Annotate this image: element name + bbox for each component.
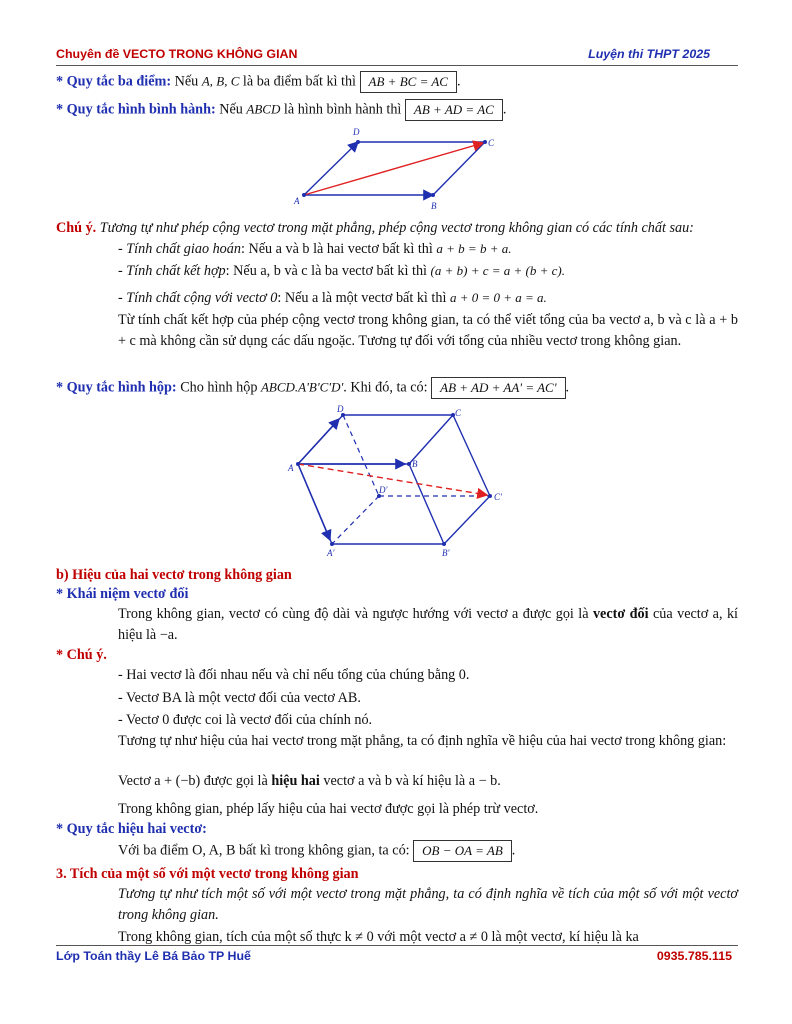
rule-parallelepiped: * Quy tắc hình hộp: Cho hình hộp ABCD.A'B'C'D'. Khi đó, ta có: AB + AD + AA' = AC' . xyxy=(56,377,569,399)
parallelepiped-figure xyxy=(285,402,515,562)
header-subtitle: Luyện thi THPT 2025 xyxy=(588,47,710,61)
rule-label: * Quy tắc hình bình hành: xyxy=(56,101,216,118)
associative-paragraph: Từ tính chất kết hợp của phép cộng vectơ trong không gian, ta có thể viết tổng của ba vectơ a, b và c là a + b + c mà không cần sử dụng các dấu ngoặc. Tương tự đối với tổng của nhiều vectơ trong không gian. xyxy=(118,312,738,349)
formula-box: AB + AD + AA' = AC' xyxy=(431,377,565,399)
footer-rule xyxy=(56,945,738,946)
rule-difference: Với ba điểm O, A, B bất kì trong không gian, ta có: OB − OA = AB . xyxy=(118,840,515,862)
formula-box: OB − OA = AB xyxy=(413,840,512,862)
section-3-title: 3. Tích của một số với một vectơ trong không gian xyxy=(56,866,359,882)
label-a: A xyxy=(294,196,300,206)
label-a: A xyxy=(288,463,294,473)
header-title: Chuyên đề VECTO TRONG KHÔNG GIAN xyxy=(56,47,298,61)
label-c: C xyxy=(455,408,462,418)
label-d: D xyxy=(337,404,344,414)
label-c: C xyxy=(488,138,495,148)
section-3-definition: Trong không gian, tích của một số thực k ≠ 0 với một vectơ a ≠ 0 là một vectơ, kí hiệu là ka xyxy=(118,929,639,945)
note2-line-3: - Vectơ 0 được coi là vectơ đối của chính nó. xyxy=(118,712,373,728)
property-zero: - Tính chất cộng với vectơ 0: Nếu a là một vectơ bất kì thì a + 0 = 0 + a = a. xyxy=(118,290,547,306)
label-d-prime: D' xyxy=(379,485,388,495)
label-c-prime: C' xyxy=(494,492,502,502)
note2-line-2: - Vectơ BA là một vectơ đối của vectơ AB. xyxy=(118,690,361,706)
note2-title: * Chú ý. xyxy=(56,647,107,663)
formula-box: AB + AD = AC xyxy=(405,99,503,121)
label-b: B xyxy=(431,201,437,211)
label-a-prime: A' xyxy=(327,548,335,558)
note2-line-1: - Hai vectơ là đối nhau nếu và chỉ nếu tổng của chúng bằng 0. xyxy=(118,667,470,683)
header-rule xyxy=(56,65,738,66)
property-associative: - Tính chất kết hợp: Nếu a, b và c là ba vectơ bất kì thì (a + b) + c = a + (b + c). xyxy=(118,263,565,279)
formula-box: AB + BC = AC xyxy=(360,71,457,93)
concept-title: * Khái niệm vectơ đối xyxy=(56,586,189,602)
footer-left: Lớp Toán thầy Lê Bá Bảo TP Huế xyxy=(56,949,251,963)
label-b: B xyxy=(412,459,418,469)
subtraction-sentence: Trong không gian, phép lấy hiệu của hai vectơ được gọi là phép trừ vectơ. xyxy=(118,801,539,817)
section-b-title: b) Hiệu của hai vectơ trong không gian xyxy=(56,567,292,583)
label-b-prime: B' xyxy=(442,548,450,558)
difference-paragraph: Tương tự như hiệu của hai vectơ trong mặt phẳng, ta có định nghĩa về hiệu của hai vectơ trong không gian: xyxy=(118,733,727,749)
difference-definition: Vectơ a + (−b) được gọi là hiệu hai vectơ a và b và kí hiệu là a − b. xyxy=(118,773,501,789)
rule-difference-title: * Quy tắc hiệu hai vectơ: xyxy=(56,821,207,837)
rule-parallelogram: * Quy tắc hình bình hành: Nếu ABCD là hình bình hành thì AB + AD = AC . xyxy=(56,99,506,121)
section-3-intro: Tương tự như tích một số với một vectơ trong mặt phẳng, ta có định nghĩa về tích của một số với một vectơ trong không gian. xyxy=(118,886,738,923)
parallelogram-figure xyxy=(280,124,510,214)
concept-paragraph: Trong không gian, vectơ có cùng độ dài và ngược hướng với vectơ a được gọi là vectơ đối của vectơ a, kí hiệu là −a. xyxy=(118,606,738,643)
footer-phone: 0935.785.115 xyxy=(656,949,732,963)
note-intro: Chú ý. Tương tự như phép cộng vectơ trong mặt phẳng, phép cộng vectơ trong không gian có các tính chất sau: xyxy=(56,220,694,236)
rule-three-points: * Quy tắc ba điểm: Nếu A, B, C là ba điểm bất kì thì AB + BC = AC . xyxy=(56,71,461,93)
rule-label: * Quy tắc ba điểm: xyxy=(56,73,172,90)
property-commutative: - Tính chất giao hoán: Nếu a và b là hai vectơ bất kì thì a + b = b + a. xyxy=(118,241,512,257)
label-d: D xyxy=(353,127,360,137)
